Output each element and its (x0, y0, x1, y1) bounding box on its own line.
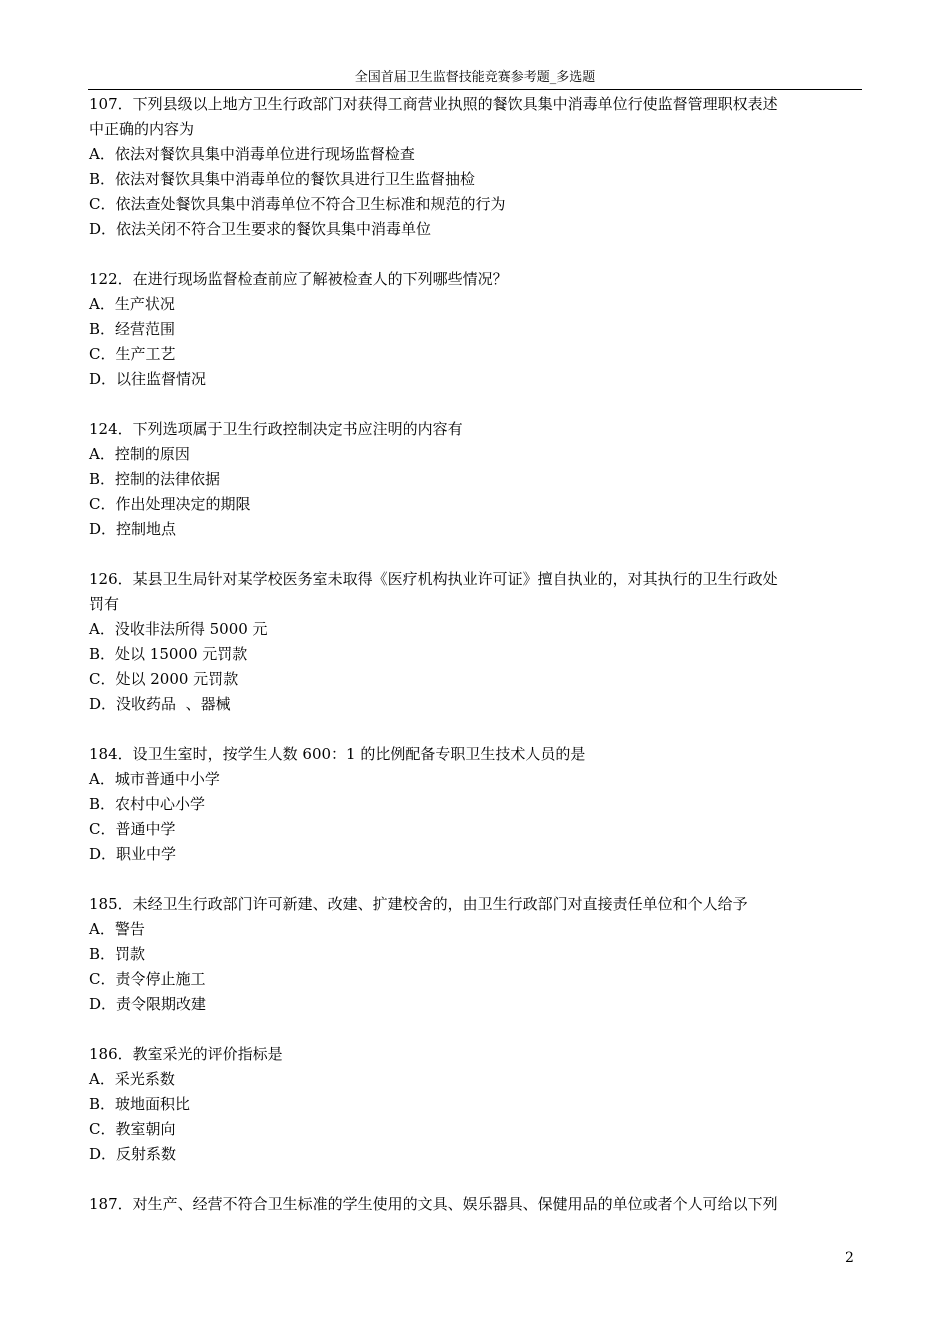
option-a: A．控制的原因 (89, 445, 190, 463)
option-a: A．城市普通中小学 (89, 770, 220, 788)
option-c: C．生产工艺 (89, 345, 176, 363)
option-b: B．依法对餐饮具集中消毒单位的餐饮具进行卫生监督抽检 (89, 170, 476, 188)
page-number: 2 (845, 1250, 854, 1266)
question-184 (89, 742, 861, 867)
option-c: C．普通中学 (89, 820, 176, 838)
option-c: C．处以 2000 元罚款 (89, 670, 239, 688)
option-d: D．以往监督情况 (89, 370, 207, 388)
question-stem: 187．对生产、经营不符合卫生标准的学生使用的文具、娱乐器具、保健用品的单位或者个人可给以下列 (89, 1195, 778, 1213)
question-stem: 罚有 (89, 595, 120, 613)
option-c: C．教室朝向 (89, 1120, 176, 1138)
question-stem: 107．下列县级以上地方卫生行政部门对获得工商营业执照的餐饮具集中消毒单位行使监督管理职权表述 (89, 95, 778, 113)
option-a: A．没收非法所得 5000 元 (89, 620, 268, 638)
question-stem: 中正确的内容为 (89, 120, 195, 138)
question-187 (89, 1192, 861, 1217)
question-126 (89, 567, 861, 717)
question-stem: 124．下列选项属于卫生行政控制决定书应注明的内容有 (89, 420, 463, 438)
option-b: B．控制的法律依据 (89, 470, 221, 488)
question-stem: 184．设卫生室时，按学生人数 600：1 的比例配备专职卫生技术人员的是 (89, 745, 586, 763)
question-186 (89, 1042, 861, 1167)
option-d: D．职业中学 (89, 845, 177, 863)
option-d: D．控制地点 (89, 520, 177, 538)
option-d: D．没收药品 、器械 (89, 695, 231, 713)
option-a: A．依法对餐饮具集中消毒单位进行现场监督检查 (89, 145, 415, 163)
question-stem: 122．在进行现场监督检查前应了解被检查人的下列哪些情况？ (89, 270, 508, 288)
question-107 (89, 92, 861, 242)
option-b: B．罚款 (89, 945, 146, 963)
option-d: D．依法关闭不符合卫生要求的餐饮具集中消毒单位 (89, 220, 432, 238)
option-a: A．采光系数 (89, 1070, 175, 1088)
option-b: B．玻地面积比 (89, 1095, 191, 1113)
option-c: C．依法查处餐饮具集中消毒单位不符合卫生标准和规范的行为 (89, 195, 506, 213)
question-122 (89, 267, 861, 392)
option-c: C．责令停止施工 (89, 970, 206, 988)
option-b: B．处以 15000 元罚款 (89, 645, 248, 663)
option-b: B．经营范围 (89, 320, 176, 338)
question-124 (89, 417, 861, 542)
question-stem: 126．某县卫生局针对某学校医务室未取得《医疗机构执业许可证》擅自执业的，对其执行的卫生行政处 (89, 570, 778, 588)
option-d: D．责令限期改建 (89, 995, 207, 1013)
option-a: A．生产状况 (89, 295, 175, 313)
question-stem: 185．未经卫生行政部门许可新建、改建、扩建校舍的，由卫生行政部门对直接责任单位和个人给予 (89, 895, 748, 913)
question-185 (89, 892, 861, 1017)
header-divider (88, 89, 862, 90)
question-list (89, 92, 861, 1217)
option-b: B．农村中心小学 (89, 795, 206, 813)
option-a: A．警告 (89, 920, 145, 938)
option-c: C．作出处理决定的期限 (89, 495, 251, 513)
page-header: 全国首届卫生监督技能竞赛参考题_多选题 (354, 70, 596, 85)
question-stem: 186．教室采光的评价指标是 (89, 1045, 283, 1063)
option-d: D．反射系数 (89, 1145, 177, 1163)
